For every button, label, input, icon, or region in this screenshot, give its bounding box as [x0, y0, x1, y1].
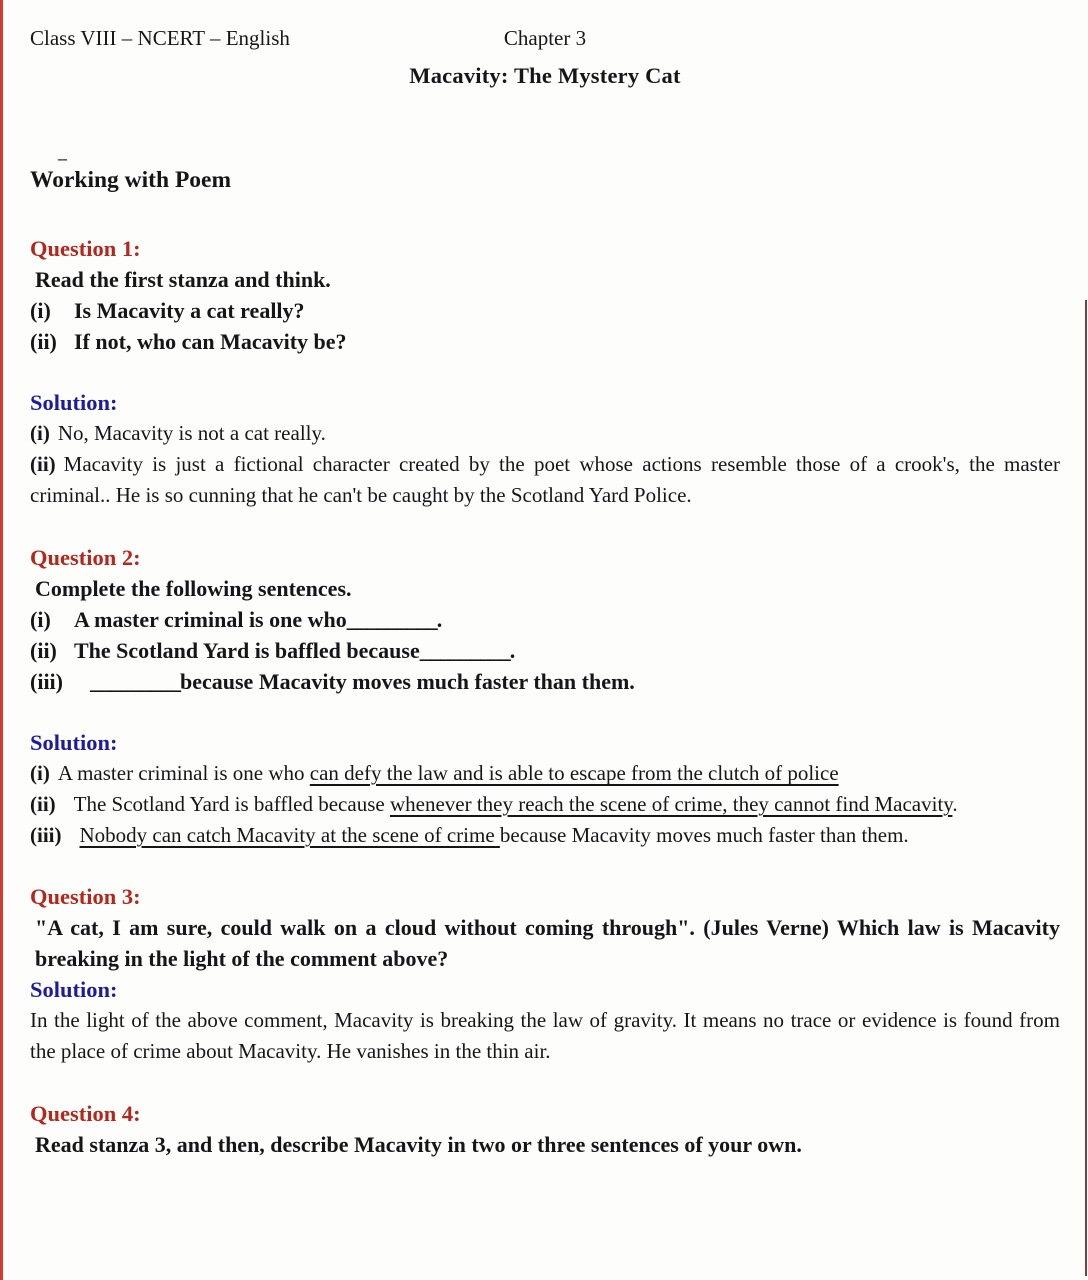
item-text: Is Macavity a cat really?	[74, 298, 305, 323]
page-header	[30, 26, 1060, 56]
list-marker: (ii)	[30, 452, 56, 476]
question-4-text: Read stanza 3, and then, describe Macavity in two or three sentences of your own.	[35, 1132, 802, 1157]
question-3-label: Question 3:	[30, 884, 141, 909]
solution-1-label: Solution:	[30, 390, 118, 415]
solution-1-item	[30, 449, 1060, 511]
item-text: A master criminal is one who	[57, 761, 310, 785]
underlined-answer: Nobody can catch Macavity at the scene of crime	[79, 823, 500, 847]
list-marker: (iii)	[30, 823, 62, 847]
solution-3-label: Solution:	[30, 977, 118, 1002]
page-right-edge-rule	[1085, 300, 1087, 1276]
item-text-tail: because Macavity moves much faster than them.	[499, 823, 909, 847]
question-1-block	[30, 233, 1060, 511]
question-3-text: "A cat, I am sure, could walk on a cloud without coming through". (Jules Verne) Which law is Macavity breaking in the light of the comment above?	[35, 915, 1060, 971]
stray-scan-mark: –	[58, 148, 67, 168]
list-marker: (i)	[30, 607, 51, 632]
question-1-intro: Read the first stanza and think.	[35, 267, 331, 292]
question-4-label: Question 4:	[30, 1101, 141, 1126]
solution-2-item	[30, 789, 1060, 820]
item-text: The Scotland Yard is baffled because	[74, 638, 420, 663]
course-label: Class VIII – NCERT – English	[30, 26, 290, 50]
question-2-intro: Complete the following sentences.	[35, 576, 352, 601]
question-1-item	[30, 326, 1060, 357]
item-text-tail: .	[436, 607, 443, 632]
question-3-block	[30, 881, 1060, 1067]
question-1-item	[30, 295, 1060, 326]
list-marker: (ii)	[30, 329, 57, 354]
chapter-label: Chapter 3	[503, 26, 587, 50]
page-left-edge-rule	[0, 0, 3, 1280]
item-text-tail: .	[509, 638, 516, 663]
list-marker: (iii)	[30, 669, 63, 694]
underlined-answer: whenever they reach the scene of crime, they cannot find Macavity	[389, 792, 953, 816]
question-2-block	[30, 542, 1060, 851]
list-marker: (ii)	[30, 792, 56, 816]
fill-in-blank: _________	[419, 638, 510, 663]
item-text: A master criminal is one who	[74, 607, 347, 632]
solution-3-text: In the light of the above comment, Macavity is breaking the law of gravity. It means no trace or evidence is found from the place of crime about Macavity. He vanishes in the thin air.	[30, 1008, 1060, 1063]
question-4-block	[30, 1098, 1060, 1160]
item-text: The Scotland Yard is baffled because	[73, 792, 390, 816]
underlined-answer: can defy the law and is able to escape from the clutch of police	[309, 761, 839, 785]
solution-1-item	[30, 418, 1060, 449]
fill-in-blank: _________	[346, 607, 437, 632]
fill-in-blank: _________	[90, 669, 180, 694]
list-marker: (i)	[30, 298, 51, 323]
item-text: Macavity is just a fictional character created by the poet whose actions resemble those of a crook's, the master criminal.. He is so cunning that he can't be caught by the Scotland Yard Police.	[30, 452, 1060, 507]
chapter-title: Macavity: The Mystery Cat	[409, 63, 681, 88]
solution-2-item	[30, 758, 1060, 789]
question-2-item	[30, 604, 1060, 635]
list-marker: (i)	[30, 761, 50, 785]
list-marker: (ii)	[30, 638, 57, 663]
question-2-item	[30, 635, 1060, 666]
question-1-label: Question 1:	[30, 236, 141, 261]
section-heading: Working with Poem	[30, 167, 232, 193]
solution-2-label: Solution:	[30, 730, 118, 755]
solution-2-item	[30, 820, 1060, 851]
item-text-tail: .	[952, 792, 958, 816]
item-text: No, Macavity is not a cat really.	[57, 421, 326, 445]
item-text: If not, who can Macavity be?	[74, 329, 347, 354]
list-marker: (i)	[30, 421, 50, 445]
item-text-tail: because Macavity moves much faster than them.	[180, 669, 635, 694]
question-2-label: Question 2:	[30, 545, 141, 570]
question-2-item	[30, 666, 1060, 697]
